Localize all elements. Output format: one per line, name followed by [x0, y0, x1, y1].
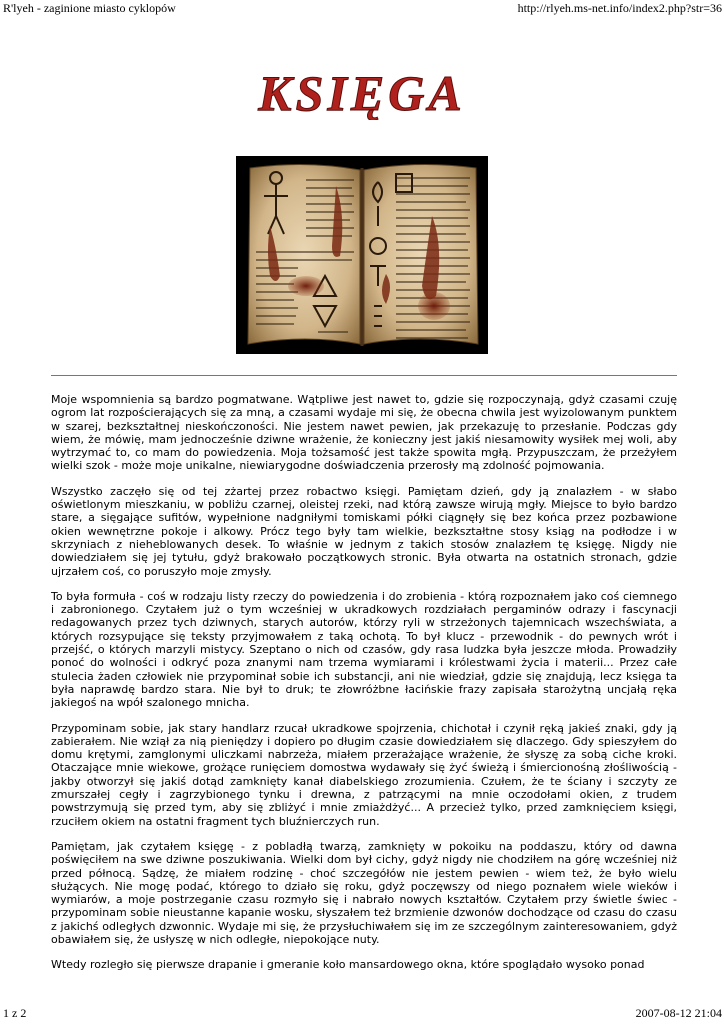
article-body	[51, 393, 677, 984]
page-header-title: R'lyeh - zaginione miasto cyklopów	[3, 1, 176, 15]
paragraph-1: Moje wspomnienia są bardzo pogmatwane. Wątpliwe jest nawet to, gdzie się rozpoczynają, gdyż czasami czuję ogrom lat rozpościerających się za mną, a czasami wydaje mi się, że obecna chwila jest wyizolowanym punktem w szarej, bezkształtnej nieskończoności. Nie jestem nawet pewien, jak przekazuję to przesłanie. Podczas gdy wiem, że mówię, mam jednocześnie dziwne wrażenie, że konieczny jest jakiś niesamowity wysiłek mej woli, aby wytrzymać to, co mam do powiedzenia. Moja tożsamość jest także spowita mgłą. Przypuszczam, że przeżyłem wielki szok - może moje unikalne, niewiarygodne doświadczenia przerosły mą zdolność pojmowania.	[51, 393, 677, 473]
paragraph-5: Pamiętam, jak czytałem księgę - z pobladłą twarzą, zamknięty w pokoiku na poddaszu, który od dawna poświęciłem na swe dziwne poszukiwania. Wielki dom był cichy, gdyż nigdy nie chodziłem na górę wcześniej niż przed północą. Sądzę, że miałem rodzinę - choć szczegółów nie jestem pewien - wiem też, że było wielu służących. Nie mogę podać, którego to działo się roku, gdyż poczęwszy od niego poznałem wiele wieków i wymiarów, a moje postrzeganie czasu rozmyło się i nabrało nowych kształtów. Czytałem przy świetle świec - przypominam sobie nieustanne kapanie wosku, słyszałem też brzmienie dzwonów dochodzące od czasu do czasu z jakichś odległych dzwonnic. Wydaje mi się, że przysłuchiwałem się im ze szczególnym zainteresowaniem, gdyż obawiałem się, że usłyszę w nich odległe, niepokojące nuty.	[51, 839, 677, 946]
horizontal-divider	[51, 375, 677, 376]
paragraph-4: Przypominam sobie, jak stary handlarz rzucał ukradkowe spojrzenia, chichotał i czynił ręką jakieś znaki, gdy ją zabierałem. Nie wziął za nią pieniędzy i dopiero po długim czasie dowiedziałem się dlaczego. Gdy spieszyłem do domu krętymi, zamglonymi uliczkami nabrzeża, miałem przerażające wrażenie, że słyszę za sobą ciche kroki. Otaczające mnie wiekowe, grożące runięciem domostwa wydawały się żyć świeżą i śmiercionośną złośliwością - jakby otworzył się jakiś dotąd zamknięty kanał diabelskiego zrozumienia. Czułem, że te ściany i szczyty ze zmurszałej cegły i zagrzybionego tynku i drewna, z patrzącymi na mnie oczodołami okien, z trudem powstrzymują się przed tym, aby się zbliżyć i mnie zmiażdżyć... A przecież tylko, przed zamknięciem księgi, rzuciłem okiem na ostatni fragment tych bluźnierczych run.	[51, 721, 677, 828]
paragraph-3: To była formuła - coś w rodzaju listy rzeczy do powiedzenia i do zrobienia - którą rozpoznałem jako coś ciemnego i zabronionego. Czytałem już o tym wcześniej w ukradkowych rozdziałach pergaminów odrazy i fascynacji redagowanych przez tych dziwnych, starych autorów, którzy ryli w strzeżonych tajemnicach wszechświata, a których rozsypujące się teksty przyjmowałem z taką ochotą. To był klucz - przewodnik - do pewnych wrót i przejść, o których marzyli mistycy. Szeptano o nich od czasów, gdy rasa ludzka była jeszcze młoda. Prowadziły ponoć do wolności i odkryć poza znanymi nam trzema wymiarami i królestwami życia i materii... Przez całe stulecia żaden człowiek nie przypominał sobie ich substancji, ani nie wiedział, gdzie się znajdują, lecz księga ta była naprawdę bardzo stara. Nie był to druk; te złowróżbne łacińskie frazy zapisała starożytną uncjałą ręka jakiegoś na wpół szalonego mnicha.	[51, 589, 677, 710]
page-header-url: http://rlyeh.ms-net.info/index2.php?str=36	[517, 1, 722, 15]
ksiega-title-logo	[246, 64, 478, 120]
page-number: 1 z 2	[3, 1006, 27, 1020]
paragraph-2: Wszystko zaczęło się od tej zżartej przez robactwo księgi. Pamiętam dzień, gdy ją znalazłem - w słabo oświetlonym mieszkaniu, w pobliżu czarnej, oleistej rzeki, nad którą zawsze wirują mgły. Miejsce to było bardzo stare, a sięgające sufitów, wypełnione nadgniłymi tomiskami półki ciągnęły się bez końca przez pozbawione okien wewnętrzne pokoje i alkowy. Prócz tego były tam wielkie, bezkształtne stosy ksiąg na podłodze i w skrzyniach z nieheblowanych desek. To właśnie w jednym z takich stosów znalazłem tę księgę. Nigdy nie dowiedziałem się jej tytułu, gdyż brakowało początkowych stronic. Była otwarta na ostatnich stronach, gdzie ujrzałem coś, co poruszyło moje zmysły.	[51, 484, 677, 578]
open-book-illustration	[236, 156, 488, 354]
print-timestamp: 2007-08-12 21:04	[635, 1006, 722, 1020]
ksiega-title-text: KSIĘGA	[258, 65, 466, 120]
paragraph-6: Wtedy rozległo się pierwsze drapanie i gmeranie koło mansardowego okna, które spoglądało wysoko ponad	[51, 958, 645, 972]
